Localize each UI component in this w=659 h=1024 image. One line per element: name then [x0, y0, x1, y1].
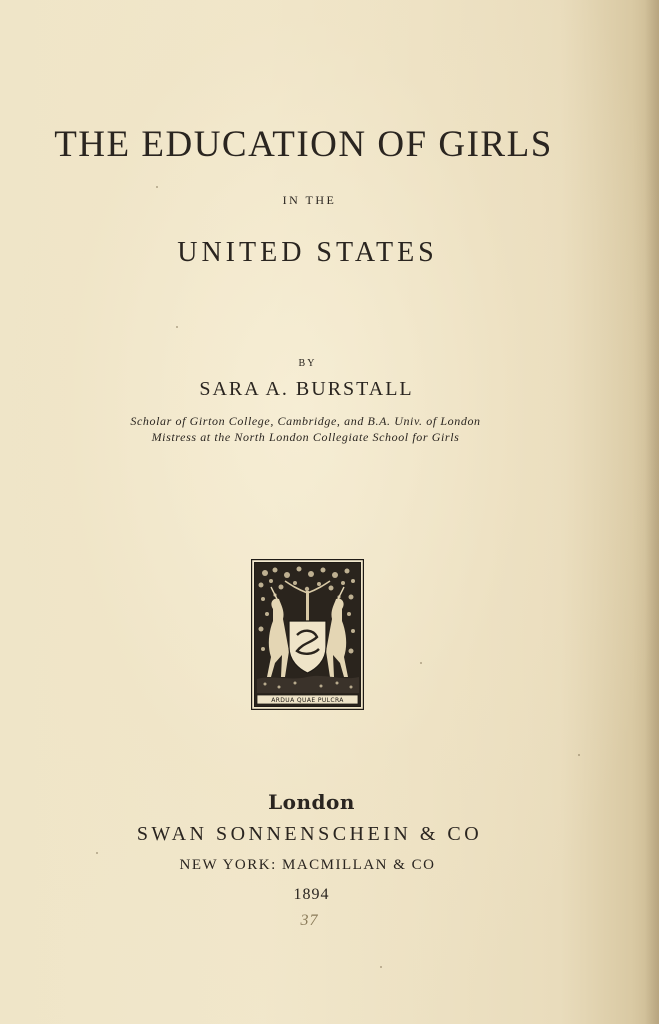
title-connector: IN THE [282, 193, 337, 207]
publication-year: 1894 [293, 886, 330, 903]
publication-place: London [268, 790, 355, 814]
paper-speck [420, 662, 422, 664]
paper-speck [380, 966, 382, 968]
printers-device-motto: ARDUA QUAE PULCRA [271, 697, 344, 704]
book-title: THE EDUCATION OF GIRLS [54, 124, 553, 165]
book-subtitle: UNITED STATES [177, 237, 438, 268]
paper-speck [578, 754, 580, 756]
by-line: BY [298, 358, 317, 369]
publisher: SWAN SONNENSCHEIN & CO [136, 823, 483, 845]
paper-speck [96, 852, 98, 854]
printers-device-icon [251, 559, 364, 710]
author-credential-1: Scholar of Girton College, Cambridge, and B.A. Univ. of London [130, 414, 481, 428]
pencil-shelfmark: 37 [300, 912, 319, 929]
paper-speck [176, 326, 178, 328]
paper-speck [156, 186, 158, 188]
co-publisher: NEW YORK: MACMILLAN & CO [179, 857, 436, 873]
author-name: SARA A. BURSTALL [199, 378, 414, 400]
author-credential-2: Mistress at the North London Collegiate School for Girls [151, 430, 460, 444]
